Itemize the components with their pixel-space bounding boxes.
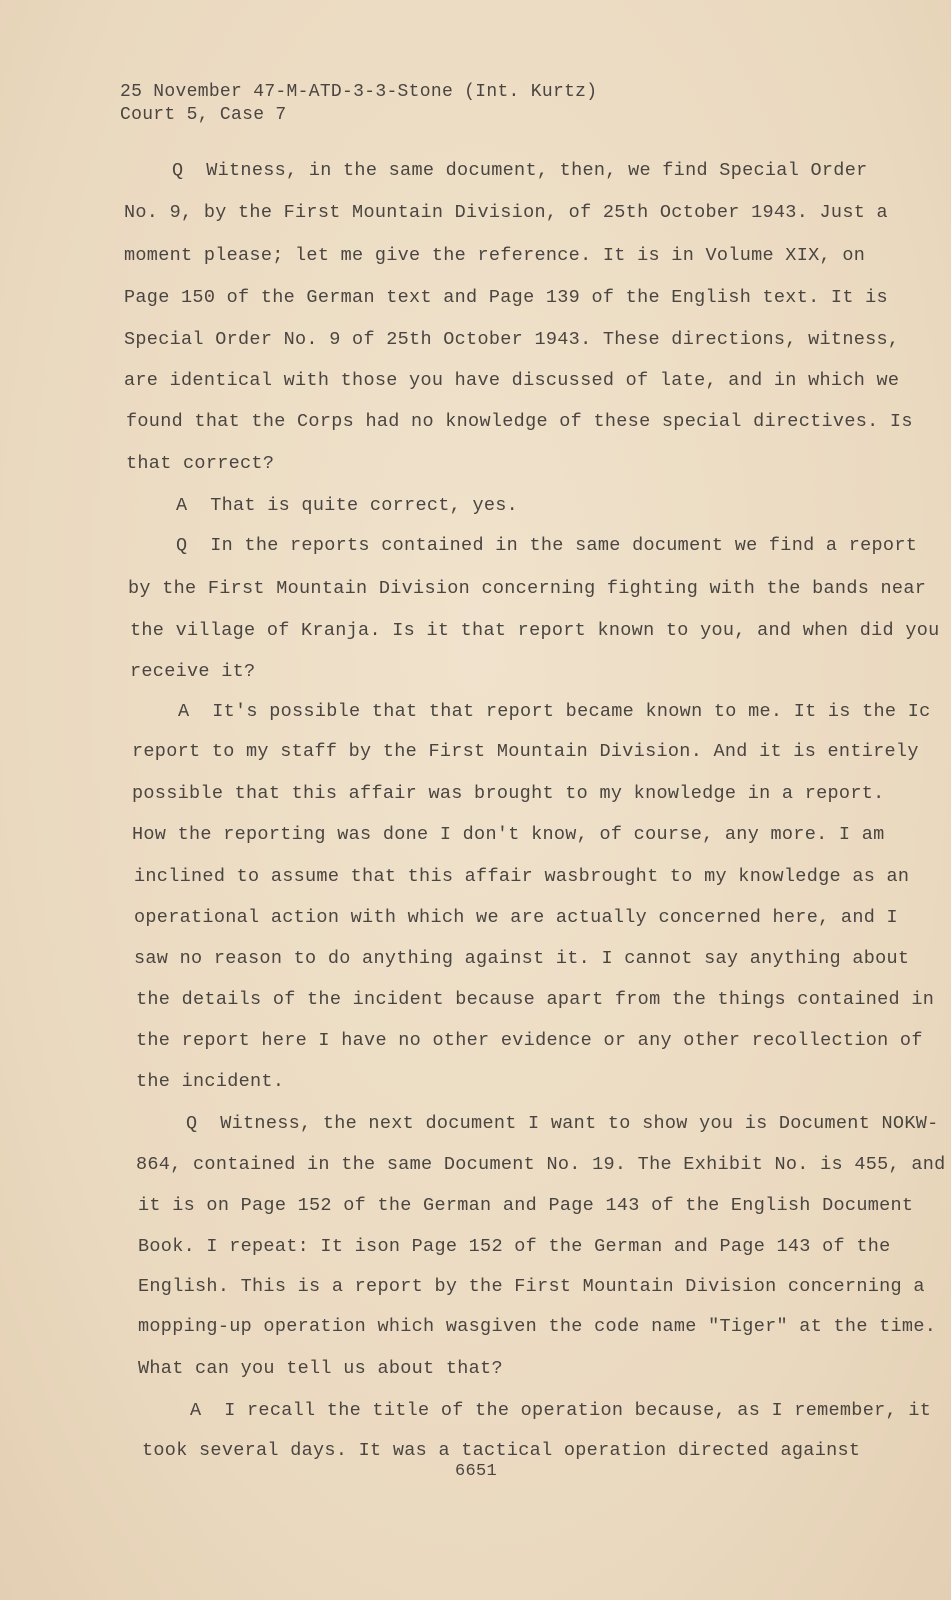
transcript-line: the village of Kranja. Is it that report known to you, and when did you — [130, 620, 940, 641]
header-line-1: 25 November 47-M-ATD-3-3-Stone (Int. Kurtz) — [120, 82, 598, 102]
transcript-line: Q Witness, in the same document, then, we find Special Order — [172, 160, 868, 181]
transcript-line: receive it? — [130, 661, 256, 682]
transcript-line: Page 150 of the German text and Page 139 of the English text. It is — [124, 287, 888, 308]
transcript-line: How the reporting was done I don't know, of course, any more. I am — [132, 824, 885, 845]
transcript-line: English. This is a report by the First Mountain Division concerning a — [138, 1276, 925, 1297]
transcript-line: found that the Corps had no knowledge of these special directives. Is — [126, 411, 913, 432]
transcript-line: the details of the incident because apart from the things contained in — [136, 989, 935, 1010]
transcript-line: mopping-up operation which wasgiven the code name "Tiger" at the time. — [138, 1316, 937, 1337]
transcript-line: report to my staff by the First Mountain Division. And it is entirely — [132, 741, 919, 762]
transcript-line: inclined to assume that this affair wasbrought to my knowledge as an — [134, 866, 910, 887]
transcript-line: A It's possible that that report became known to me. It is the Ic — [178, 701, 931, 722]
transcript-line: it is on Page 152 of the German and Page 143 of the English Document — [138, 1195, 914, 1216]
transcript-line: the report here I have no other evidence or any other recollection of — [136, 1030, 923, 1051]
transcript-line: A I recall the title of the operation because, as I remember, it — [190, 1400, 932, 1421]
transcript-line: moment please; let me give the reference. It is in Volume XIX, on — [124, 245, 866, 266]
transcript-line: Special Order No. 9 of 25th October 1943. These directions, witness, — [124, 329, 900, 350]
transcript-line: No. 9, by the First Mountain Division, of 25th October 1943. Just a — [124, 202, 888, 223]
transcript-line: by the First Mountain Division concerning fighting with the bands near — [128, 578, 927, 599]
transcript-line: Book. I repeat: It ison Page 152 of the German and Page 143 of the — [138, 1236, 891, 1257]
transcript-line: are identical with those you have discussed of late, and in which we — [124, 370, 900, 391]
transcript-line: Q Witness, the next document I want to show you is Document NOKW- — [186, 1113, 939, 1134]
header-line-2: Court 5, Case 7 — [120, 105, 287, 125]
transcript-line: possible that this affair was brought to my knowledge in a report. — [132, 783, 885, 804]
transcript-line: Q In the reports contained in the same document we find a report — [176, 535, 918, 556]
transcript-line: What can you tell us about that? — [138, 1358, 503, 1379]
transcript-line: saw no reason to do anything against it. I cannot say anything about — [134, 948, 910, 969]
transcript-line: the incident. — [136, 1071, 285, 1092]
transcript-line: operational action with which we are actually concerned here, and I — [134, 907, 898, 928]
transcript-line: A That is quite correct, yes. — [176, 495, 519, 516]
transcript-line: 864, contained in the same Document No. 19. The Exhibit No. is 455, and — [136, 1154, 946, 1175]
transcript-line: took several days. It was a tactical operation directed against — [142, 1440, 861, 1461]
page-number: 6651 — [455, 1462, 498, 1481]
transcript-line: that correct? — [126, 453, 275, 474]
